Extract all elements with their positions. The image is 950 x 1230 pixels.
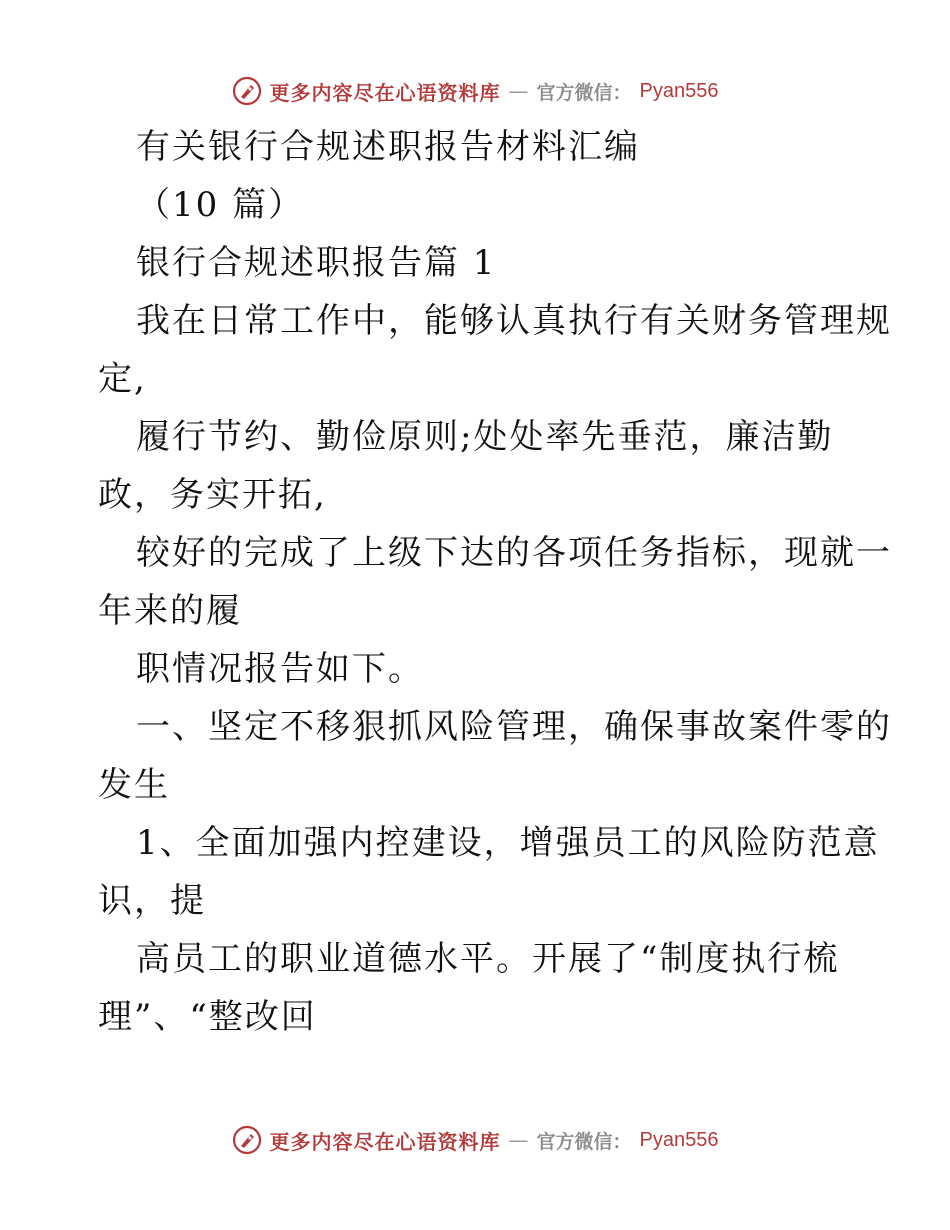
paragraph-line: 识，提 (98, 881, 206, 921)
paragraph-line: 履行节约、勤俭原则;处处率先垂范，廉洁勤 (136, 417, 834, 457)
footer-wechat-id: Pyan556 (639, 1128, 719, 1151)
header-banner (0, 71, 950, 111)
paragraph-line: 定, (98, 359, 147, 399)
paragraph-line: 我在日常工作中，能够认真执行有关财务管理规 (136, 301, 892, 341)
paragraph-line: 职情况报告如下。 (136, 649, 424, 689)
paragraph-line: 1、全面加强内控建设，增强员工的风险防范意 (136, 823, 880, 863)
document-body (98, 118, 892, 1046)
paragraph-line: 发生 (98, 765, 170, 805)
footer-banner (0, 1120, 950, 1160)
pen-nib-logo-icon (232, 1125, 262, 1155)
header-wechat-label: 官方微信： (536, 81, 632, 104)
header-site-text: 更多内容尽在心语资料库 (269, 80, 501, 105)
paragraph-line: 政，务实开拓, (98, 475, 327, 515)
footer-wechat-label: 官方微信： (536, 1130, 632, 1153)
section-heading: 银行合规述职报告篇 1 (136, 243, 497, 283)
pen-nib-logo-icon (232, 76, 262, 106)
paragraph-line: 理”、“整改回 (98, 997, 317, 1037)
paragraph-line: 高员工的职业道德水平。开展了“制度执行梳 (136, 939, 840, 979)
doc-title: 有关银行合规述职报告材料汇编 (136, 127, 640, 167)
header-separator: — (508, 79, 529, 103)
footer-site-text: 更多内容尽在心语资料库 (269, 1129, 501, 1154)
paragraph-line: 一、坚定不移狠抓风险管理，确保事故案件零的 (136, 707, 892, 747)
footer-separator: — (508, 1128, 529, 1152)
doc-subtitle: （10 篇） (136, 185, 305, 225)
header-wechat-id: Pyan556 (639, 79, 719, 102)
paragraph-line: 年来的履 (98, 591, 242, 631)
paragraph-line: 较好的完成了上级下达的各项任务指标，现就一 (136, 533, 892, 573)
